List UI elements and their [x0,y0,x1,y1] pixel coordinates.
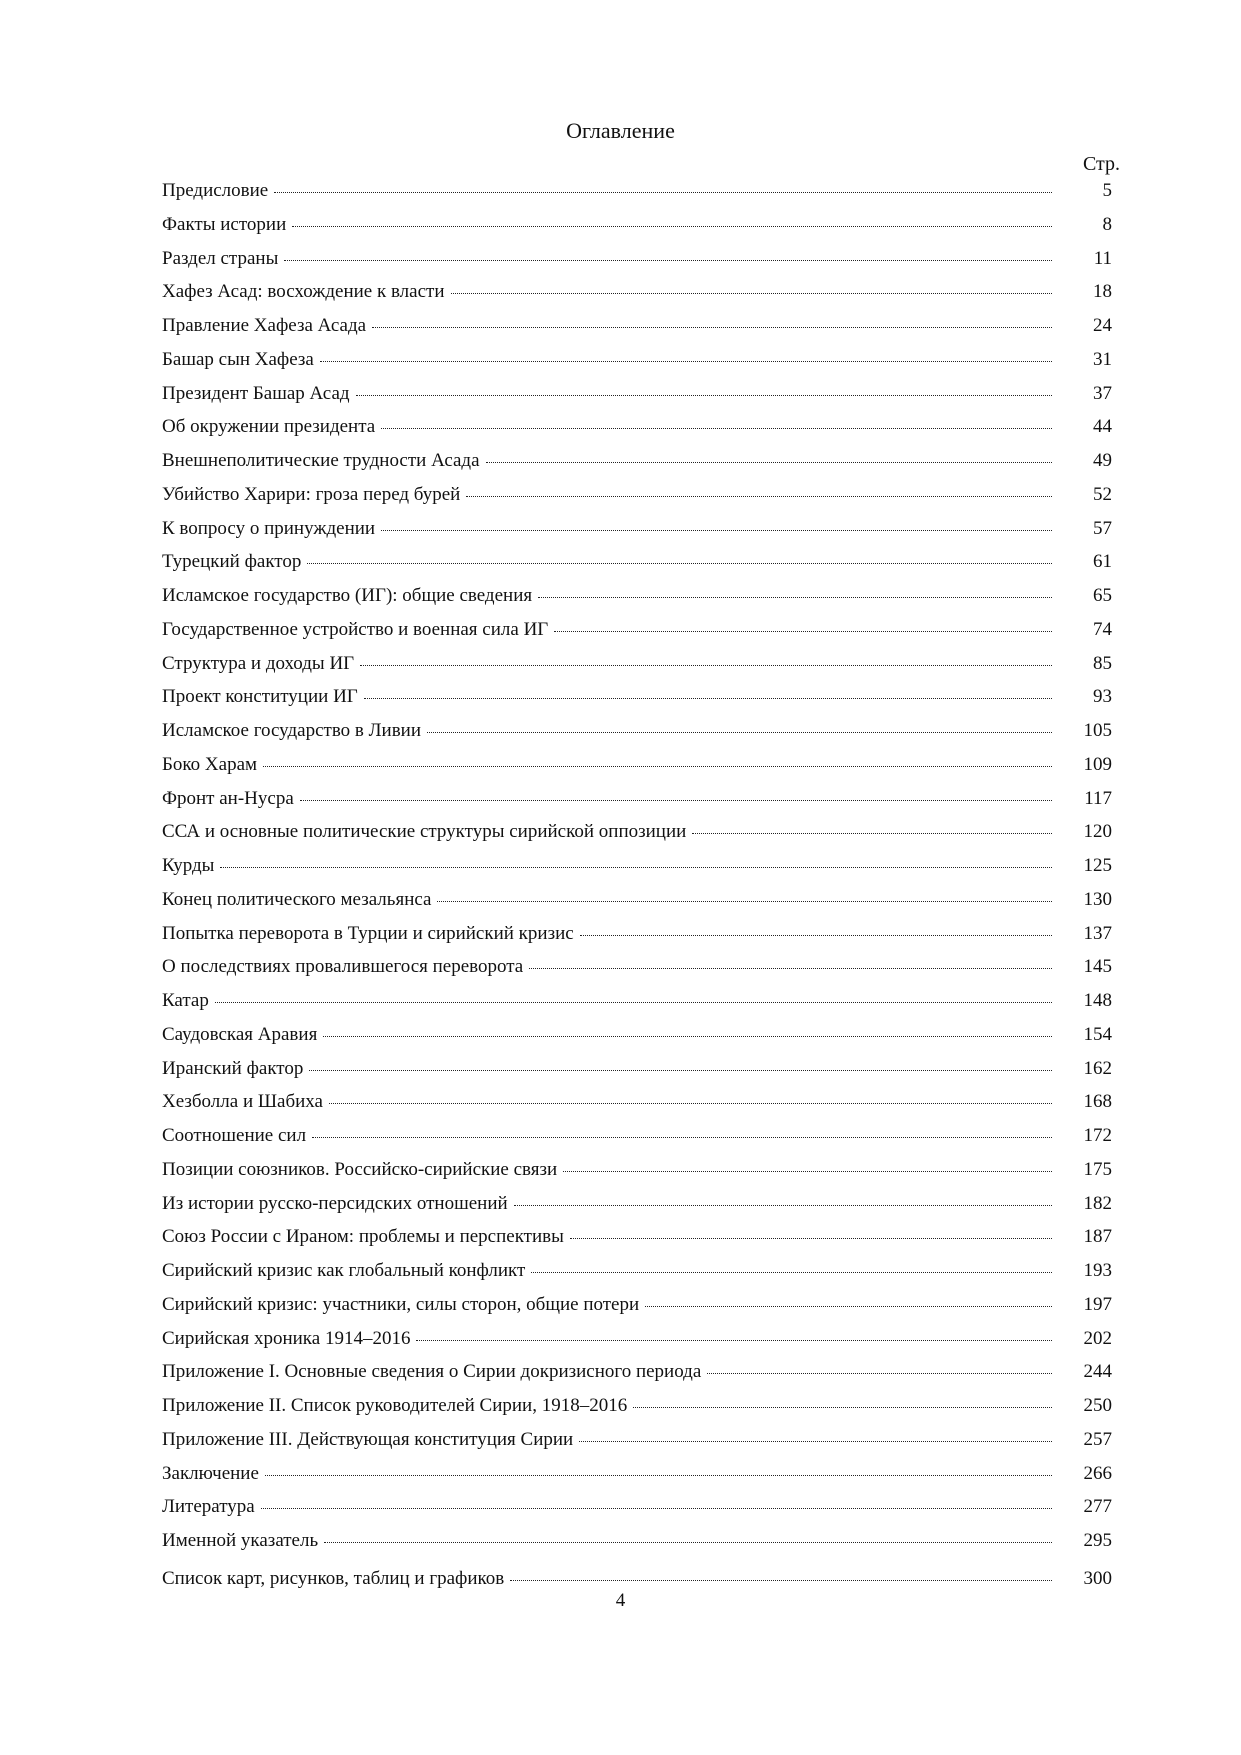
toc-entry[interactable] [162,1260,1112,1294]
dot-leader [284,260,1052,261]
toc-entry-page: 85 [1093,652,1112,674]
toc-entry-page: 105 [1083,720,1112,741]
toc-entry[interactable] [162,180,1112,214]
toc-entry-title: Проект конституции ИГ [162,686,358,708]
toc-entry-title: Иранский фактор [162,1057,304,1079]
toc-entry[interactable] [162,315,1112,349]
toc-entry-page: 175 [1083,1158,1112,1180]
toc-entry-page: 31 [1093,348,1112,370]
toc-entry-title: Саудовская Аравия [162,1023,318,1045]
dot-leader [323,1036,1052,1037]
toc-entry[interactable] [162,1361,1112,1395]
toc-entry-title: Хафез Асад: восхождение к власти [162,281,445,303]
dot-leader [309,1070,1052,1071]
dot-leader [529,968,1052,969]
toc-entry-page: 172 [1083,1125,1112,1146]
toc-entry-title: Именной указатель [162,1530,319,1551]
toc-entry[interactable] [162,1193,1112,1227]
toc-entry-page: 93 [1093,686,1112,708]
toc-entry[interactable] [162,1463,1112,1497]
dot-leader [274,192,1052,193]
toc-entry[interactable] [162,214,1112,248]
toc-entry[interactable] [162,1530,1112,1564]
toc-entry-title: ССА и основные политические структуры сирийской оппозиции [162,821,687,843]
toc-entry[interactable] [162,956,1112,990]
toc-entry-title: Сирийский кризис как глобальный конфликт [162,1260,526,1281]
page-title: Оглавление [566,118,675,143]
dot-leader [300,800,1052,801]
toc-entry-page: 187 [1083,1226,1112,1248]
toc-entry-page: 61 [1093,551,1112,573]
toc-entry[interactable] [162,450,1112,484]
toc-entry-page: 24 [1093,315,1112,336]
toc-entry-title: Фронт ан-Нусра [162,787,294,809]
dot-leader [570,1238,1052,1239]
toc-entry-page: 300 [1083,1567,1112,1589]
toc-entry-page: 244 [1083,1361,1112,1383]
dot-leader [220,867,1052,868]
toc-entry[interactable] [162,551,1112,585]
toc-entry[interactable] [162,1328,1112,1362]
toc-entry[interactable] [162,1091,1112,1125]
toc-entry-title: Об окружении президента [162,416,376,438]
dot-leader [329,1103,1052,1104]
dot-leader [292,226,1052,227]
toc-entry-title: Исламское государство в Ливии [162,720,421,741]
dot-leader [514,1205,1052,1206]
toc-entry-title: Соотношение сил [162,1125,307,1146]
dot-leader [563,1171,1052,1172]
toc-entry-page: 37 [1093,382,1112,404]
toc-entry[interactable] [162,1159,1112,1193]
dot-leader [645,1306,1052,1307]
toc-entry-page: 125 [1083,855,1112,876]
dot-leader [416,1340,1052,1341]
toc-entry-title: Приложение III. Действующая конституция Сирии [162,1428,574,1450]
toc-entry-title: Курды [162,855,215,876]
dot-leader [307,563,1052,564]
dot-leader [692,833,1052,834]
toc-entry[interactable] [162,585,1112,619]
toc-entry[interactable] [162,383,1112,417]
dot-leader [356,395,1052,396]
toc-entry-title: Из истории русско-персидских отношений [162,1192,508,1214]
dot-leader [580,935,1052,936]
toc-entry[interactable] [162,1058,1112,1092]
toc-entry-title: Конец политического мезальянса [162,888,432,910]
toc-entry-title: Попытка переворота в Турции и сирийский кризис [162,922,574,944]
toc-entry-title: Сирийская хроника 1914–2016 [162,1327,411,1349]
toc-entry-title: Убийство Харири: гроза перед бурей [162,483,461,505]
dot-leader [531,1272,1052,1273]
toc-entry-page: 162 [1083,1057,1112,1079]
dot-leader [364,698,1052,699]
toc-entry-title: Президент Башар Асад [162,382,350,404]
dot-leader [427,732,1052,733]
toc-entry[interactable] [162,990,1112,1024]
toc-entry-page: 266 [1083,1462,1112,1484]
dot-leader [360,665,1052,666]
toc-entry-title: Турецкий фактор [162,551,302,573]
dot-leader [215,1002,1052,1003]
toc-entry-page: 145 [1083,956,1112,978]
toc-entry-page: 277 [1083,1496,1112,1518]
toc-entry-page: 148 [1083,990,1112,1011]
dot-leader [633,1407,1052,1408]
toc-entry-title: Раздел страны [162,247,279,269]
toc-entry[interactable] [162,653,1112,687]
toc-entry-title: Литература [162,1496,255,1518]
toc-entry-title: Хезболла и Шабиха [162,1091,323,1113]
toc-entry[interactable] [162,518,1112,552]
toc-entry-page: 49 [1093,450,1112,471]
dot-leader [265,1475,1052,1476]
toc-entry[interactable] [162,1226,1112,1260]
dot-leader [320,361,1052,362]
dot-leader [324,1542,1052,1543]
toc-entry-page: 65 [1093,585,1112,606]
toc-entry-title: Катар [162,990,209,1011]
toc-entry-page: 137 [1083,922,1112,944]
dot-leader [263,766,1052,767]
toc-entry[interactable] [162,720,1112,754]
toc-entry-page: 57 [1093,517,1112,539]
dot-leader [579,1441,1052,1442]
dot-leader [451,293,1053,294]
dot-leader [261,1508,1052,1509]
dot-leader [486,462,1052,463]
dot-leader [381,530,1052,531]
dot-leader [312,1137,1052,1138]
toc-entry-page: 109 [1083,753,1112,775]
toc-entry-page: 52 [1093,483,1112,505]
toc-entry-page: 168 [1083,1091,1112,1113]
toc-entry[interactable] [162,1496,1112,1530]
toc-entry[interactable] [162,281,1112,315]
toc-entry[interactable] [162,484,1112,518]
toc-entry[interactable] [162,1125,1112,1159]
toc-entry-page: 74 [1093,618,1112,640]
toc-entry[interactable] [162,889,1112,923]
toc-entry-title: Союз России с Ираном: проблемы и перспективы [162,1226,564,1248]
toc-entry[interactable] [162,619,1112,653]
toc-entry[interactable] [162,248,1112,282]
toc-entry[interactable] [162,1429,1112,1463]
toc-entry-title: Заключение [162,1462,259,1484]
toc-entry[interactable] [162,923,1112,957]
dot-leader [372,327,1052,328]
toc-entry[interactable] [162,1294,1112,1328]
toc-entry[interactable] [162,416,1112,450]
toc-entry-title: Исламское государство (ИГ): общие сведения [162,585,533,606]
toc-entry-title: Факты истории [162,213,287,235]
toc-entry-title: Структура и доходы ИГ [162,652,355,674]
toc-entry-page: 130 [1083,888,1112,910]
toc-entry-title: Приложение II. Список руководителей Сирии, 1918–2016 [162,1395,628,1416]
toc-entry-title: Список карт, рисунков, таблиц и графиков [162,1567,505,1589]
toc-entry-title: Правление Хафеза Асада [162,315,367,336]
page-number: 4 [615,1590,626,1611]
toc-entry-page: 8 [1102,213,1112,235]
toc-entry-page: 11 [1093,247,1112,269]
toc-entry-page: 197 [1083,1293,1112,1315]
toc-entry-page: 250 [1083,1395,1112,1416]
toc-entry-page: 120 [1083,821,1112,843]
toc-entry[interactable] [162,754,1112,788]
toc-entry[interactable] [162,349,1112,383]
dot-leader [466,496,1052,497]
dot-leader [381,428,1052,429]
toc-entry-title: Башар сын Хафеза [162,348,314,370]
toc-entry-page: 202 [1083,1327,1112,1349]
toc-entry-title: Предисловие [162,180,269,201]
toc-entry[interactable] [162,788,1112,822]
toc-entry-title: Государственное устройство и военная сила ИГ [162,618,549,640]
toc-entry[interactable] [162,855,1112,889]
toc-entry-title: Приложение I. Основные сведения о Сирии докризисного периода [162,1361,702,1383]
toc-entry-title: К вопросу о принуждении [162,517,376,539]
toc-entry-page: 193 [1083,1260,1112,1281]
page-column-label: Стр. [1082,153,1120,175]
toc-entry-title: Позиции союзников. Российско-сирийские связи [162,1158,558,1180]
dot-leader [707,1373,1052,1374]
toc-entry[interactable] [162,821,1112,855]
toc-entry-page: 18 [1093,281,1112,303]
toc-entry-page: 295 [1083,1530,1112,1551]
toc-entry-page: 182 [1083,1192,1112,1214]
toc-entry-title: Боко Харам [162,753,258,775]
dot-leader [554,631,1052,632]
dot-leader [510,1580,1052,1581]
toc-entry-title: О последствиях провалившегося переворота [162,956,524,978]
toc-entry[interactable] [162,1395,1112,1429]
toc-entry[interactable] [162,686,1112,720]
toc-entry-page: 257 [1083,1428,1112,1450]
toc-entry-page: 117 [1084,787,1112,809]
toc-entry[interactable] [162,1024,1112,1058]
toc-entry-title: Внешнеполитические трудности Асада [162,450,480,471]
toc-entry-page: 154 [1083,1023,1112,1045]
toc-entry-page: 44 [1093,416,1112,438]
toc-entry-title: Сирийский кризис: участники, силы сторон, общие потери [162,1293,640,1315]
dot-leader [538,597,1052,598]
table-of-contents [162,180,1112,1602]
toc-entry-page: 5 [1102,180,1112,201]
dot-leader [437,901,1052,902]
